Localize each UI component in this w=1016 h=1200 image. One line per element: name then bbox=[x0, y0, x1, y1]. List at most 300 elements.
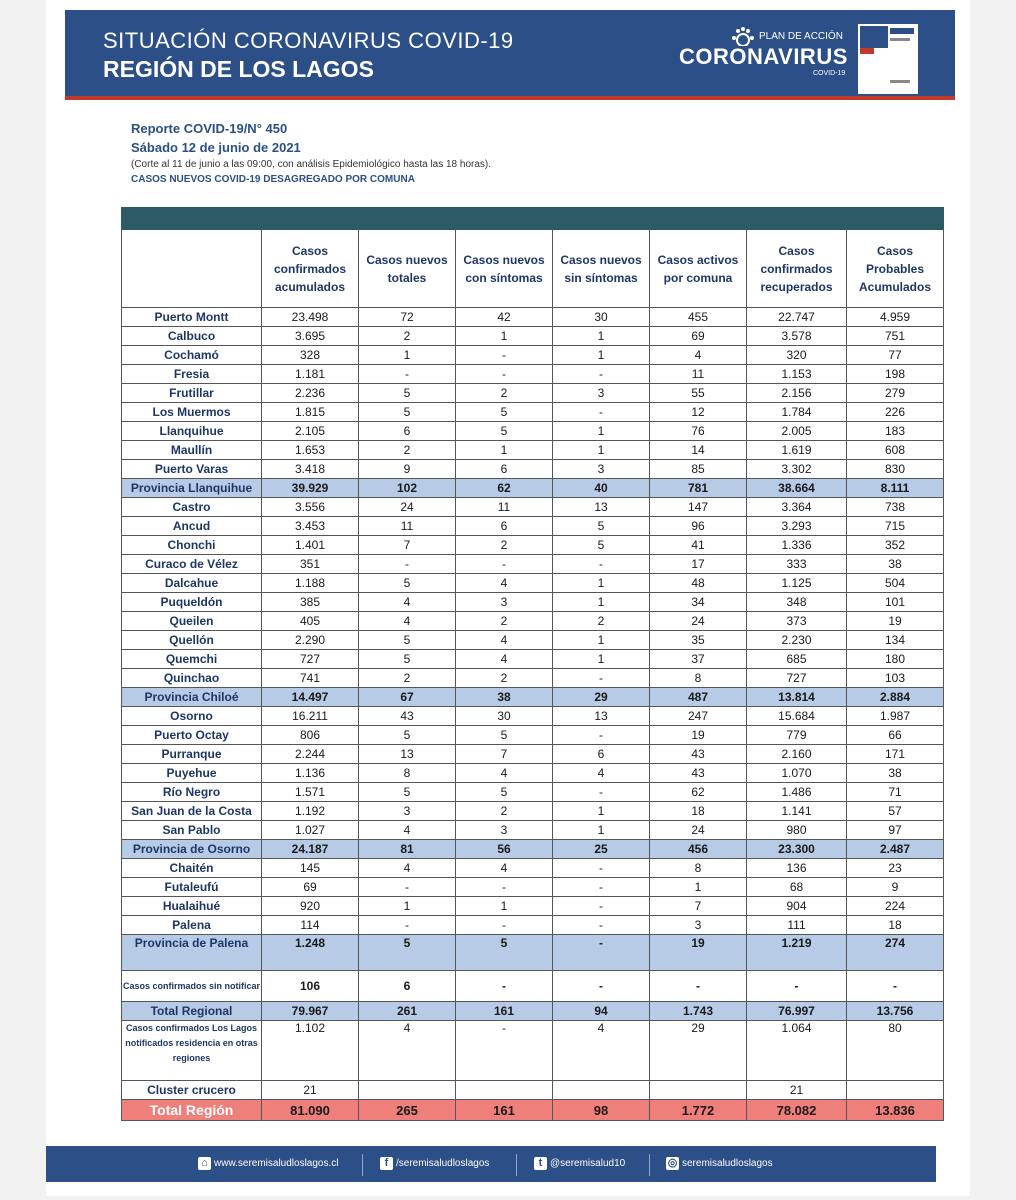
table-cell: 22.747 bbox=[747, 308, 847, 327]
table-cell: 2 bbox=[456, 612, 553, 631]
table-cell: 1 bbox=[456, 327, 553, 346]
table-cell: - bbox=[456, 878, 553, 897]
table-cell: 13 bbox=[553, 707, 650, 726]
table-cell: 226 bbox=[847, 403, 944, 422]
table-cell: 2.230 bbox=[747, 631, 847, 650]
table-cell: 12 bbox=[650, 403, 747, 422]
table-cell: 4 bbox=[650, 346, 747, 365]
table-cell: 13 bbox=[359, 745, 456, 764]
row-label: Ancud bbox=[122, 517, 262, 536]
table-cell: 1.815 bbox=[262, 403, 359, 422]
table-cell: 72 bbox=[359, 308, 456, 327]
row-label: Provincia de Osorno bbox=[122, 840, 262, 859]
row-label: Los Muermos bbox=[122, 403, 262, 422]
table-cell: 9 bbox=[847, 878, 944, 897]
row-label: Provincia Chiloé bbox=[122, 688, 262, 707]
table-row bbox=[122, 840, 944, 859]
table-cell: 1.125 bbox=[747, 574, 847, 593]
footer-twitter-text: @seremisalud10 bbox=[550, 1158, 626, 1170]
table-cell: 3.556 bbox=[262, 498, 359, 517]
table-cell: 1.336 bbox=[747, 536, 847, 555]
table-row bbox=[122, 631, 944, 650]
table-cell: 67 bbox=[359, 688, 456, 707]
table-cell: 608 bbox=[847, 441, 944, 460]
table-row bbox=[122, 726, 944, 745]
table-cell: 5 bbox=[456, 422, 553, 441]
table-row bbox=[122, 574, 944, 593]
table-cell: 94 bbox=[553, 1002, 650, 1021]
table-row bbox=[122, 707, 944, 726]
table-cell: 19 bbox=[847, 612, 944, 631]
table-cell: 1.153 bbox=[747, 365, 847, 384]
table-cell: 81.090 bbox=[262, 1100, 359, 1121]
table-cell: 4.959 bbox=[847, 308, 944, 327]
table-cell: - bbox=[456, 916, 553, 935]
table-cell: 15.684 bbox=[747, 707, 847, 726]
table-cell: 183 bbox=[847, 422, 944, 441]
table-cell: 38.664 bbox=[747, 479, 847, 498]
table-cell: 1.027 bbox=[262, 821, 359, 840]
table-cell: 48 bbox=[650, 574, 747, 593]
table-cell: 456 bbox=[650, 840, 747, 859]
table-cell: 101 bbox=[847, 593, 944, 612]
table-cell: 1 bbox=[553, 631, 650, 650]
cases-table bbox=[121, 207, 944, 1121]
table-cell: 134 bbox=[847, 631, 944, 650]
table-row bbox=[122, 517, 944, 536]
table-row bbox=[122, 783, 944, 802]
table-cell: - bbox=[553, 669, 650, 688]
table-cell: 2 bbox=[553, 612, 650, 631]
table-row bbox=[122, 536, 944, 555]
table-cell: 3 bbox=[456, 821, 553, 840]
table-cell: 8.111 bbox=[847, 479, 944, 498]
table-row bbox=[122, 802, 944, 821]
table-cell: 1.136 bbox=[262, 764, 359, 783]
table-cell: 3.302 bbox=[747, 460, 847, 479]
table-cell: 8 bbox=[650, 669, 747, 688]
plan-label: PLAN DE ACCIÓN bbox=[759, 31, 843, 42]
table-cell: 2 bbox=[456, 802, 553, 821]
table-cell: 62 bbox=[456, 479, 553, 498]
footer-twitter[interactable] bbox=[534, 1157, 625, 1170]
table-cell: 5 bbox=[359, 783, 456, 802]
table-cell: 3.695 bbox=[262, 327, 359, 346]
table-cell: 5 bbox=[553, 536, 650, 555]
table-cell: 5 bbox=[359, 726, 456, 745]
table-cell: 351 bbox=[262, 555, 359, 574]
table-cell: 4 bbox=[359, 1021, 456, 1081]
table-cell: 224 bbox=[847, 897, 944, 916]
table-cell: - bbox=[456, 365, 553, 384]
table-cell: 30 bbox=[553, 308, 650, 327]
table-cell: 1.219 bbox=[747, 935, 847, 971]
table-cell: 6 bbox=[359, 422, 456, 441]
table-cell: - bbox=[553, 726, 650, 745]
table-row bbox=[122, 1100, 944, 1121]
table-cell: - bbox=[553, 403, 650, 422]
table-cell: 180 bbox=[847, 650, 944, 669]
row-label: Provincia de Palena bbox=[122, 935, 262, 971]
table-row bbox=[122, 971, 944, 1002]
table-cell: 751 bbox=[847, 327, 944, 346]
table-row bbox=[122, 935, 944, 971]
table-cell: 2 bbox=[456, 536, 553, 555]
table-row bbox=[122, 365, 944, 384]
table-cell: - bbox=[456, 1021, 553, 1081]
table-cell: 41 bbox=[650, 536, 747, 555]
table-cell: 71 bbox=[847, 783, 944, 802]
table-cell: 34 bbox=[650, 593, 747, 612]
table-cell: 904 bbox=[747, 897, 847, 916]
row-label: Chaitén bbox=[122, 859, 262, 878]
report-number: Reporte COVID-19/N° 450 bbox=[131, 121, 288, 136]
table-cell: 62 bbox=[650, 783, 747, 802]
row-label: Quellón bbox=[122, 631, 262, 650]
table-row bbox=[122, 745, 944, 764]
table-cell: - bbox=[456, 555, 553, 574]
table-row bbox=[122, 859, 944, 878]
table-cell: 4 bbox=[359, 593, 456, 612]
table-cell: 1 bbox=[359, 346, 456, 365]
table-cell: 1 bbox=[553, 650, 650, 669]
table-row bbox=[122, 327, 944, 346]
table-cell: 4 bbox=[456, 650, 553, 669]
table-row bbox=[122, 612, 944, 631]
twitter-icon: t bbox=[534, 1157, 547, 1170]
header-cell: Casos confirmados acumulados bbox=[262, 230, 359, 308]
row-label: Curaco de Vélez bbox=[122, 555, 262, 574]
table-cell: 1 bbox=[456, 441, 553, 460]
table-cell: 38 bbox=[456, 688, 553, 707]
row-label: Purranque bbox=[122, 745, 262, 764]
table-cell: 29 bbox=[650, 1021, 747, 1081]
table-row bbox=[122, 346, 944, 365]
row-label: Puerto Octay bbox=[122, 726, 262, 745]
table-cell: 1.571 bbox=[262, 783, 359, 802]
footer-bar bbox=[46, 1146, 936, 1182]
table-cell: 4 bbox=[359, 821, 456, 840]
table-cell: 16.211 bbox=[262, 707, 359, 726]
table-cell: 81 bbox=[359, 840, 456, 859]
footer-web[interactable] bbox=[198, 1157, 339, 1170]
table-cell: 1.401 bbox=[262, 536, 359, 555]
header-cell: Casos nuevos totales bbox=[359, 230, 456, 308]
table-cell: - bbox=[553, 971, 650, 1002]
row-label: Cochamó bbox=[122, 346, 262, 365]
table-cell: 5 bbox=[553, 517, 650, 536]
table-cell: 4 bbox=[359, 612, 456, 631]
table-cell: 1.070 bbox=[747, 764, 847, 783]
row-label: Quemchi bbox=[122, 650, 262, 669]
table-cell bbox=[456, 1081, 553, 1100]
row-label: Casos confirmados Los Lagos notificados residencia en otras regiones bbox=[122, 1021, 262, 1081]
table-cell: 79.967 bbox=[262, 1002, 359, 1021]
government-logo bbox=[858, 24, 918, 94]
table-cell: 2 bbox=[359, 669, 456, 688]
row-label: Provincia Llanquihue bbox=[122, 479, 262, 498]
table-cell: 6 bbox=[553, 745, 650, 764]
table-cell: 85 bbox=[650, 460, 747, 479]
table-cell: 279 bbox=[847, 384, 944, 403]
table-row bbox=[122, 593, 944, 612]
table-cell: 5 bbox=[456, 935, 553, 971]
table-cell: 38 bbox=[847, 764, 944, 783]
table-cell: 161 bbox=[456, 1002, 553, 1021]
table-cell: 24 bbox=[359, 498, 456, 517]
table-cell: 1.743 bbox=[650, 1002, 747, 1021]
row-label: Puerto Varas bbox=[122, 460, 262, 479]
table-cell: - bbox=[553, 916, 650, 935]
table-cell: 8 bbox=[650, 859, 747, 878]
virus-logo-icon bbox=[729, 26, 757, 46]
table-cell: 5 bbox=[456, 403, 553, 422]
table-cell: 96 bbox=[650, 517, 747, 536]
table-cell: 727 bbox=[262, 650, 359, 669]
table-cell: 487 bbox=[650, 688, 747, 707]
table-cell: 2.236 bbox=[262, 384, 359, 403]
table-cell: 4 bbox=[456, 574, 553, 593]
table-cell: 1 bbox=[553, 327, 650, 346]
header-cell-blank bbox=[122, 230, 262, 308]
table-row bbox=[122, 555, 944, 574]
facebook-icon: f bbox=[380, 1157, 393, 1170]
table-cell: 6 bbox=[456, 517, 553, 536]
row-label: Queilen bbox=[122, 612, 262, 631]
table-cell: 4 bbox=[359, 859, 456, 878]
table-cell: 4 bbox=[456, 764, 553, 783]
table-cell: 78.082 bbox=[747, 1100, 847, 1121]
table-cell: 2 bbox=[456, 384, 553, 403]
table-cell: 7 bbox=[456, 745, 553, 764]
table-cell: 685 bbox=[747, 650, 847, 669]
table-row bbox=[122, 403, 944, 422]
table-cell: 3 bbox=[650, 916, 747, 935]
header-cell: Casos nuevos sin síntomas bbox=[553, 230, 650, 308]
table-cell: 385 bbox=[262, 593, 359, 612]
table-cell: - bbox=[553, 783, 650, 802]
table-cell: 830 bbox=[847, 460, 944, 479]
table-row bbox=[122, 821, 944, 840]
table-cell: 1 bbox=[456, 897, 553, 916]
table-cell: 405 bbox=[262, 612, 359, 631]
table-cell: 738 bbox=[847, 498, 944, 517]
table-cell: 2.105 bbox=[262, 422, 359, 441]
table-row bbox=[122, 1002, 944, 1021]
row-label: Castro bbox=[122, 498, 262, 517]
table-cell: 37 bbox=[650, 650, 747, 669]
table-cell: 23 bbox=[847, 859, 944, 878]
table-cell: 373 bbox=[747, 612, 847, 631]
table-cell: 5 bbox=[359, 631, 456, 650]
row-label: San Pablo bbox=[122, 821, 262, 840]
row-label: Palena bbox=[122, 916, 262, 935]
header-cell: Casos confirmados recuperados bbox=[747, 230, 847, 308]
table-row bbox=[122, 669, 944, 688]
table-cell: 1.102 bbox=[262, 1021, 359, 1081]
table-cell: 1.987 bbox=[847, 707, 944, 726]
footer-divider bbox=[516, 1154, 517, 1176]
table-cell: 1 bbox=[553, 441, 650, 460]
table-cell: 57 bbox=[847, 802, 944, 821]
footer-web-text: www.seremisaludloslagos.cl bbox=[214, 1158, 339, 1170]
table-cell: 56 bbox=[456, 840, 553, 859]
table-cell: 5 bbox=[359, 935, 456, 971]
table-cell: 5 bbox=[456, 726, 553, 745]
table-cell: 18 bbox=[650, 802, 747, 821]
table-cell: 7 bbox=[650, 897, 747, 916]
row-label: Total Regional bbox=[122, 1002, 262, 1021]
table-cell: 2.487 bbox=[847, 840, 944, 859]
table-cell: 1 bbox=[553, 821, 650, 840]
table-row bbox=[122, 460, 944, 479]
report-subtitle: CASOS NUEVOS COVID-19 DESAGREGADO POR COMUNA bbox=[131, 174, 415, 185]
table-cell: 1 bbox=[359, 897, 456, 916]
table-cell: 97 bbox=[847, 821, 944, 840]
table-cell: 13 bbox=[553, 498, 650, 517]
table-cell: 76 bbox=[650, 422, 747, 441]
table-cell: 19 bbox=[650, 935, 747, 971]
table-cell: 3.578 bbox=[747, 327, 847, 346]
table-cell: 1.248 bbox=[262, 935, 359, 971]
header-title-line1: SITUACIÓN CORONAVIRUS COVID-19 bbox=[103, 28, 514, 53]
table-cell bbox=[650, 1081, 747, 1100]
row-label: Dalcahue bbox=[122, 574, 262, 593]
table-cell: 4 bbox=[553, 1021, 650, 1081]
table-cell: 171 bbox=[847, 745, 944, 764]
row-label: Cluster crucero bbox=[122, 1081, 262, 1100]
table-row bbox=[122, 308, 944, 327]
table-cell: 2 bbox=[359, 441, 456, 460]
table-cell: 5 bbox=[359, 384, 456, 403]
table-cell: 265 bbox=[359, 1100, 456, 1121]
table-cell: - bbox=[553, 897, 650, 916]
table-cell: 1 bbox=[650, 878, 747, 897]
table-cell: 24 bbox=[650, 821, 747, 840]
table-cell: 920 bbox=[262, 897, 359, 916]
table-cell: 13.814 bbox=[747, 688, 847, 707]
table-cell: 102 bbox=[359, 479, 456, 498]
table-cell: 111 bbox=[747, 916, 847, 935]
table-cell: 21 bbox=[262, 1081, 359, 1100]
header-stripe bbox=[65, 96, 955, 100]
table-cell: - bbox=[359, 555, 456, 574]
table-cell: - bbox=[650, 971, 747, 1002]
table-row bbox=[122, 878, 944, 897]
table-cell: 806 bbox=[262, 726, 359, 745]
table-cell: - bbox=[553, 555, 650, 574]
row-label: Osorno bbox=[122, 707, 262, 726]
row-label: Calbuco bbox=[122, 327, 262, 346]
table-row bbox=[122, 897, 944, 916]
table-cell: 147 bbox=[650, 498, 747, 517]
row-label: San Juan de la Costa bbox=[122, 802, 262, 821]
table-cell: 114 bbox=[262, 916, 359, 935]
footer-facebook[interactable] bbox=[380, 1157, 489, 1170]
table-cell: 76.997 bbox=[747, 1002, 847, 1021]
table-row bbox=[122, 422, 944, 441]
table-cell: 161 bbox=[456, 1100, 553, 1121]
table-cell: 1 bbox=[553, 593, 650, 612]
table-cell: 328 bbox=[262, 346, 359, 365]
table-cell: 5 bbox=[359, 403, 456, 422]
row-label: Quinchao bbox=[122, 669, 262, 688]
table-cell: 11 bbox=[359, 517, 456, 536]
table-cell: 1.619 bbox=[747, 441, 847, 460]
table-cell: 106 bbox=[262, 971, 359, 1002]
table-cell: 1.064 bbox=[747, 1021, 847, 1081]
table-cell: - bbox=[553, 878, 650, 897]
table-row bbox=[122, 384, 944, 403]
table-cell: 24 bbox=[650, 612, 747, 631]
table-cell: 2.156 bbox=[747, 384, 847, 403]
table-cell: 29 bbox=[553, 688, 650, 707]
table-cell: 69 bbox=[650, 327, 747, 346]
table-row bbox=[122, 764, 944, 783]
table-cell: 3 bbox=[359, 802, 456, 821]
table-row bbox=[122, 479, 944, 498]
table-cell: 11 bbox=[456, 498, 553, 517]
table-cell: 39.929 bbox=[262, 479, 359, 498]
table-cell: 261 bbox=[359, 1002, 456, 1021]
table-cell: 5 bbox=[456, 783, 553, 802]
row-label: Futaleufú bbox=[122, 878, 262, 897]
table-cell: 1.188 bbox=[262, 574, 359, 593]
web-icon: ⌂ bbox=[198, 1157, 211, 1170]
table-cell: 1 bbox=[553, 346, 650, 365]
table-cell: 19 bbox=[650, 726, 747, 745]
table-cell: 145 bbox=[262, 859, 359, 878]
row-label: Total Región bbox=[122, 1100, 262, 1121]
table-cell: 1.772 bbox=[650, 1100, 747, 1121]
table-cell: - bbox=[456, 971, 553, 1002]
table-cell: 69 bbox=[262, 878, 359, 897]
table-cell: 4 bbox=[456, 859, 553, 878]
row-label: Chonchi bbox=[122, 536, 262, 555]
table-cell: 2.244 bbox=[262, 745, 359, 764]
brand-sub: COVID-19 bbox=[813, 70, 846, 77]
table-cell: 1.653 bbox=[262, 441, 359, 460]
table-cell: 103 bbox=[847, 669, 944, 688]
table-cell: 5 bbox=[359, 650, 456, 669]
row-label: Río Negro bbox=[122, 783, 262, 802]
table-header-row bbox=[122, 230, 944, 308]
header-title-line2: REGIÓN DE LOS LAGOS bbox=[103, 56, 374, 82]
table-cell: 727 bbox=[747, 669, 847, 688]
table-cell: 4 bbox=[553, 764, 650, 783]
row-label: Fresia bbox=[122, 365, 262, 384]
table-cell bbox=[553, 1081, 650, 1100]
table-cell: 98 bbox=[553, 1100, 650, 1121]
table-cell: 8 bbox=[359, 764, 456, 783]
table-cell: 42 bbox=[456, 308, 553, 327]
row-label: Puqueldón bbox=[122, 593, 262, 612]
table-cell: 43 bbox=[650, 745, 747, 764]
table-cell: 18 bbox=[847, 916, 944, 935]
footer-instagram[interactable] bbox=[666, 1157, 773, 1170]
table-cell: - bbox=[847, 971, 944, 1002]
row-label: Puyehue bbox=[122, 764, 262, 783]
table-cell: 741 bbox=[262, 669, 359, 688]
table-cell: 2.005 bbox=[747, 422, 847, 441]
table-cell: 1.192 bbox=[262, 802, 359, 821]
table-row bbox=[122, 688, 944, 707]
table-cell: 1.486 bbox=[747, 783, 847, 802]
table-cell: - bbox=[553, 859, 650, 878]
table-cell: 43 bbox=[359, 707, 456, 726]
table-cell: 77 bbox=[847, 346, 944, 365]
row-label: Hualaihué bbox=[122, 897, 262, 916]
